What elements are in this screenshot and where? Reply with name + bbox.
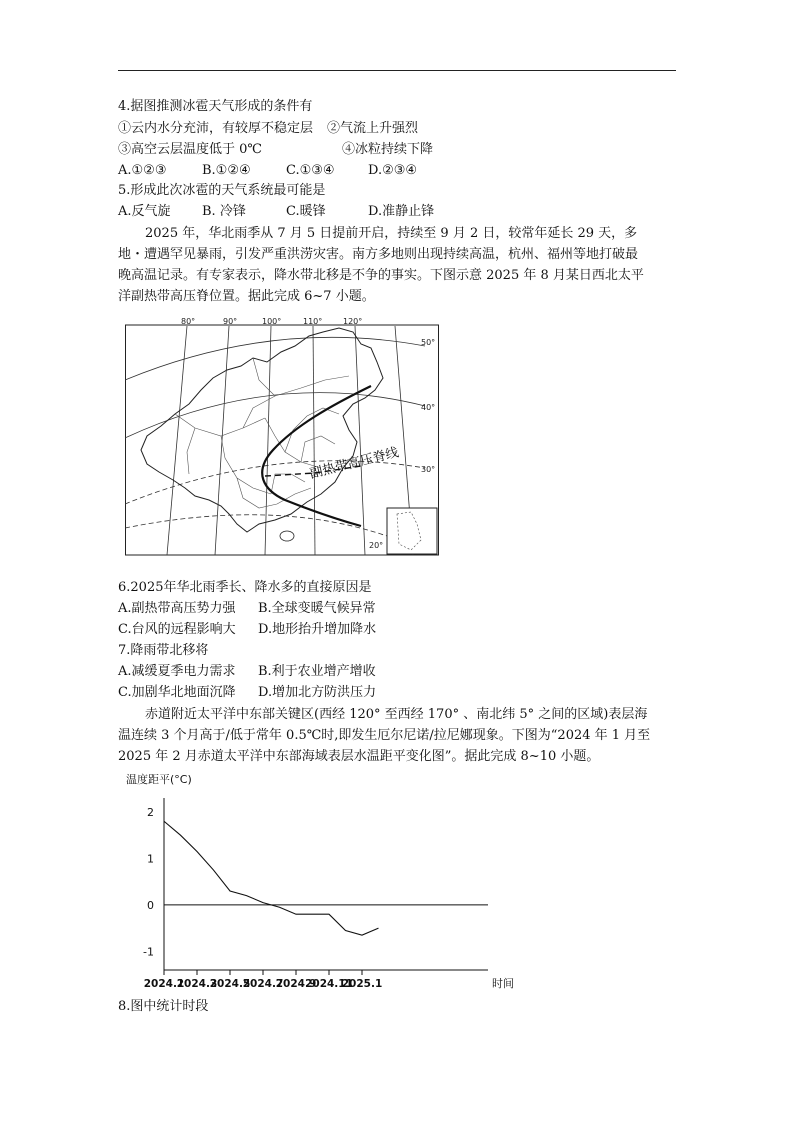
lat-label-30: 30° xyxy=(421,465,436,474)
x-tick-label: 2025.1 xyxy=(341,978,383,990)
q6-choice-d[interactable]: D.地形抬升增加降水 xyxy=(258,622,377,637)
q8-stem: 8.图中统计时段 xyxy=(118,999,209,1014)
q7-choice-a[interactable]: A.减缓夏季电力需求 xyxy=(118,664,236,679)
q7-choices-row1 xyxy=(118,664,376,680)
q6-choice-c[interactable]: C.台风的远程影响大 xyxy=(118,622,236,637)
x-tick-label: 2024.9 xyxy=(275,978,317,990)
q4-opt4: ④冰粒持续下降 xyxy=(342,142,434,157)
q5-choice-a[interactable]: A.反气旋 xyxy=(118,204,171,219)
y-tick-label: 1 xyxy=(147,852,154,866)
passage1-line1: 2025 年，华北雨季从 7 月 5 日提前开启，持续至 9 月 2 日，较常年延长 29 天，多 xyxy=(145,226,638,241)
q4-choice-c[interactable]: C.①③④ xyxy=(286,163,335,178)
q4-options-row1 xyxy=(118,121,418,137)
x-axis-label: 时间 xyxy=(492,977,514,990)
ridge-label: 副热带高压脊线 xyxy=(308,445,401,482)
q4-stem: 4.据图推测冰雹天气形成的条件有 xyxy=(118,99,313,114)
lon-label-110: 110° xyxy=(303,318,323,326)
q4-choice-a[interactable]: A.①②③ xyxy=(118,163,167,178)
x-tick-label: 2024.3 xyxy=(176,978,218,990)
q6-choice-a[interactable]: A.副热带高压势力强 xyxy=(118,601,236,616)
q7-choice-b[interactable]: B.利于农业增产增收 xyxy=(258,664,376,679)
q7-stem: 7.降雨带北移将 xyxy=(118,643,209,658)
q5-choice-b[interactable]: B. 冷锋 xyxy=(202,204,246,219)
q4-opt2: ②气流上升强烈 xyxy=(327,121,419,136)
q6-choice-b[interactable]: B.全球变暖气候异常 xyxy=(258,601,376,616)
q4-choices xyxy=(118,163,417,179)
y-tick-label: 2 xyxy=(147,805,154,819)
q4-choice-b[interactable]: B.①②④ xyxy=(202,163,251,178)
q5-choice-d[interactable]: D.准静止锋 xyxy=(368,204,435,219)
x-tick-label: 2024.11 xyxy=(305,978,353,990)
q7-choice-c[interactable]: C.加剧华北地面沉降 xyxy=(118,685,236,700)
y-tick-label: -1 xyxy=(143,945,154,959)
lon-label-90: 90° xyxy=(223,318,238,326)
passage2-line1: 赤道附近太平洋中东部关键区(西经 120° 至西经 170° 、南北纬 5° 之间的区域)表层海 xyxy=(145,707,648,722)
q6-choices-row1 xyxy=(118,601,376,617)
passage1-line4: 洋副热带高压脊位置。据此完成 6~7 小题。 xyxy=(118,289,375,304)
lon-label-120: 120° xyxy=(343,318,363,326)
q5-choices xyxy=(118,204,434,220)
lon-label-80: 80° xyxy=(181,318,196,326)
header-rule xyxy=(118,70,676,71)
x-tick-label: 2024.7 xyxy=(242,978,284,990)
sst-anomaly-chart xyxy=(118,770,528,992)
lat-label-50: 50° xyxy=(421,338,436,347)
passage2-line3: 2025 年 2 月赤道太平洋中东部海域表层水温距平变化图”。据此完成 8~10 小题。 xyxy=(118,749,600,764)
passage2-line2: 温连续 3 个月高于/低于常年 0.5℃时,即发生厄尔尼诺/拉尼娜现象。下图为“2024 年 1 月至 xyxy=(118,728,651,743)
y-tick-label: 0 xyxy=(147,898,154,912)
q7-choice-d[interactable]: D.增加北方防洪压力 xyxy=(258,685,377,700)
south-china-sea-inset xyxy=(387,508,437,554)
lon-label-100: 100° xyxy=(262,318,282,326)
q4-opt1: ①云内水分充沛，有较厚不稳定层 xyxy=(118,121,314,136)
q4-choice-d[interactable]: D.②③④ xyxy=(368,163,418,178)
x-tick-label: 2024.5 xyxy=(209,978,251,990)
q4-options-row2 xyxy=(118,142,433,158)
x-tick-label: 2024.1 xyxy=(143,978,185,990)
q5-choice-c[interactable]: C.暖锋 xyxy=(286,204,326,219)
q4-opt3: ③高空云层温度低于 0℃ xyxy=(118,142,262,157)
passage1-line2: 地・遭遇罕见暴雨，引发严重洪涝灾害。南方多地则出现持续高温，杭州、福州等地打破最 xyxy=(118,247,639,262)
lat-label-20: 20° xyxy=(369,541,384,550)
passage1-line3: 晚高温记录。有专家表示，降水带北移是不争的事实。下图示意 2025 年 8 月某日西北太平 xyxy=(118,268,644,283)
y-axis-label: 温度距平(°C) xyxy=(126,773,192,786)
q6-stem: 6.2025年华北雨季长、降水多的直接原因是 xyxy=(118,580,372,595)
q6-choices-row2 xyxy=(118,622,376,638)
subtropical-high-map xyxy=(125,318,440,556)
lat-label-40: 40° xyxy=(421,403,436,412)
q7-choices-row2 xyxy=(118,685,376,701)
series-line xyxy=(164,821,379,935)
q5-stem: 5.形成此次冰雹的天气系统最可能是 xyxy=(118,183,326,198)
